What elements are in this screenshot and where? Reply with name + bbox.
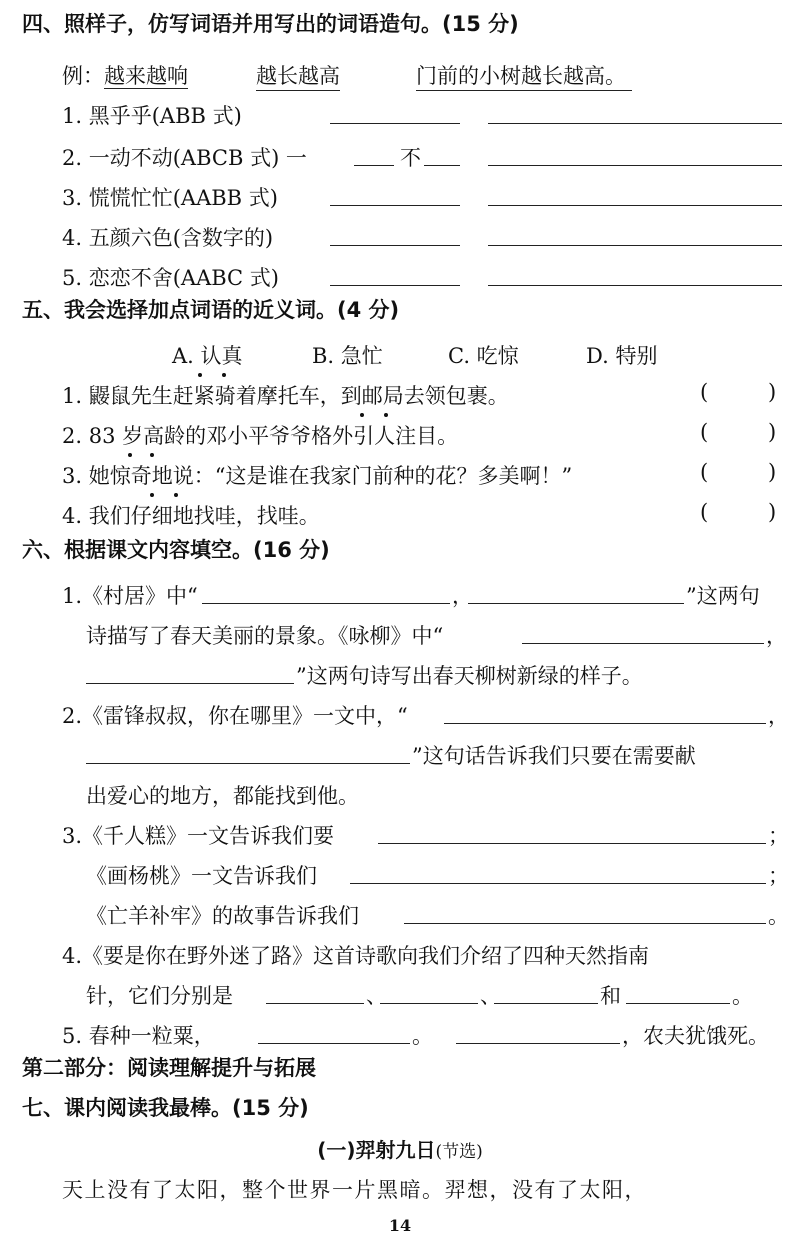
fill-blank-q5-1[interactable] [258,1021,410,1044]
example-word: 越来越响 [104,64,188,88]
fill-q2-line3: 出爱心的地方，都能找到他。 [86,784,359,808]
fill-q4-a: 4.《要是你在野外迷了路》这首诗歌向我们介绍了四种天然指南 [62,944,650,968]
word-item-2: 2. 一动不动(ABCB 式) 一 [62,146,307,170]
fill-q3-c: 《亡羊补牢》的故事告诉我们 [86,904,359,928]
example-sentence: 门前的小树越长越高。 [416,60,632,91]
section-4-heading: 四、照样子，仿写词语并用写出的词语造句。(15 分) [22,12,519,36]
word-blank-5[interactable] [330,263,460,286]
fill-q2-start: 2.《雷锋叔叔，你在哪里》一文中，“ [62,704,408,728]
word-blank-2a[interactable] [354,143,394,166]
fill-blank-q2-b[interactable] [86,741,410,764]
fill-q4-period: 。 [732,984,753,1008]
section-5-heading: 五、我会选择加点词语的近义词。(4 分) [22,298,400,322]
emphasis-dot [150,493,154,497]
fill-blank-q1-c[interactable] [522,621,764,644]
passage-text: 天上没有了太阳，整个世界一片黑暗。羿想，没有了太阳， [62,1178,647,1202]
fill-q3-semi-a: ； [768,824,789,848]
answer-paren-open-3: ( [700,460,709,484]
fill-q3-a: 3.《千人糕》一文告诉我们要 [62,824,335,848]
fill-q1-comma2: ， [766,624,787,648]
fill-blank-q1-d[interactable] [86,661,294,684]
sentence-blank-4[interactable] [488,223,782,246]
fill-blank-q1-a[interactable] [202,581,450,604]
sentence-blank-1[interactable] [488,101,782,124]
question-4: 4. 我们仔细地找哇，找哇。 [62,504,320,528]
passage-title [0,1134,800,1163]
passage-title-main: (一)羿射九日 [317,1138,436,1162]
section-6-heading: 六、根据课文内容填空。(16 分) [22,538,330,562]
fill-q4-dun-2: 、 [480,984,501,1008]
emphasis-dot [150,453,154,457]
fill-blank-q3-b[interactable] [350,861,766,884]
example-answer: 越长越高 [256,60,340,91]
fill-q5-period: 。 [412,1024,433,1048]
question-3: 3. 她惊奇地说：“这是谁在我家门前种的花？多美啊！” [62,464,573,488]
example-line [62,60,188,90]
part-2-heading: 第二部分：阅读理解提升与拓展 [22,1056,316,1080]
emphasis-dot [128,453,132,457]
emphasis-dot [174,493,178,497]
question-2: 2. 83 岁高龄的邓小平爷爷格外引人注目。 [62,424,459,448]
emphasis-dot [198,373,202,377]
word-blank-1[interactable] [330,101,460,124]
sentence-blank-3[interactable] [488,183,782,206]
word-blank-2b[interactable] [424,143,460,166]
passage-title-note: (节选) [435,1142,483,1162]
word-blank-3[interactable] [330,183,460,206]
fill-q4-dun-1: 、 [366,984,387,1008]
fill-q2-comma: ， [768,704,789,728]
fill-q3-semi-b: ； [768,864,789,888]
page-number: 14 [388,1216,412,1235]
fill-q2-line2: ”这句话告诉我们只要在需要献 [412,744,696,768]
fill-q1-start: 1.《村居》中“ [62,584,198,608]
answer-paren-open-2: ( [700,420,709,444]
fill-q5-a: 5. 春种一粒粟， [62,1024,215,1048]
word-item-1: 1. 黑乎乎(ABB 式) [62,104,242,128]
fill-q1-comma: ， [452,584,473,608]
fill-blank-q1-b[interactable] [468,581,684,604]
option-d: D. 特别 [586,344,658,368]
answer-paren-open-4: ( [700,500,709,524]
word-item-4: 4. 五颜六色(含数字的) [62,226,274,250]
option-c: C. 吃惊 [448,344,519,368]
emphasis-dot [222,373,226,377]
answer-paren-close-1: ) [768,380,777,404]
answer-paren-close-2: ) [768,420,777,444]
fill-blank-q3-a[interactable] [378,821,766,844]
option-b: B. 急忙 [312,344,383,368]
fill-blank-q4-2[interactable] [380,981,478,1004]
fill-blank-q3-c[interactable] [404,901,766,924]
word-item-5: 5. 恋恋不舍(AABC 式) [62,266,279,290]
sentence-blank-2[interactable] [488,143,782,166]
fill-blank-q4-4[interactable] [626,981,730,1004]
fill-q4-he: 和 [600,984,621,1008]
emphasis-dot [360,413,364,417]
fill-blank-q2-a[interactable] [444,701,766,724]
fill-q1-end: ”这两句 [686,584,760,608]
fill-q4-b: 针，它们分别是 [86,984,233,1008]
answer-paren-close-4: ) [768,500,777,524]
fill-q5-b: ，农夫犹饿死。 [622,1024,769,1048]
fill-q3-period: 。 [768,904,789,928]
emphasis-dot [384,413,388,417]
fill-blank-q5-2[interactable] [456,1021,620,1044]
section-7-heading: 七、课内阅读我最棒。(15 分) [22,1096,309,1120]
question-1: 1. 鼹鼠先生赶紧骑着摩托车，到邮局去领包裹。 [62,384,509,408]
fill-q3-b: 《画杨桃》一文告诉我们 [86,864,317,888]
fill-blank-q4-1[interactable] [266,981,364,1004]
example-label: 例： [62,64,104,88]
option-a: A. 认真 [172,344,243,368]
word-blank-4[interactable] [330,223,460,246]
fill-q1-line3: ”这两句诗写出春天柳树新绿的样子。 [296,664,643,688]
fill-blank-q4-3[interactable] [494,981,598,1004]
fill-q1-line2: 诗描写了春天美丽的景象。《咏柳》中“ [86,624,444,648]
sentence-blank-5[interactable] [488,263,782,286]
answer-paren-close-3: ) [768,460,777,484]
word-item-2-mid: 不 [400,146,421,170]
answer-paren-open-1: ( [700,380,709,404]
word-item-3: 3. 慌慌忙忙(AABB 式) [62,186,278,210]
